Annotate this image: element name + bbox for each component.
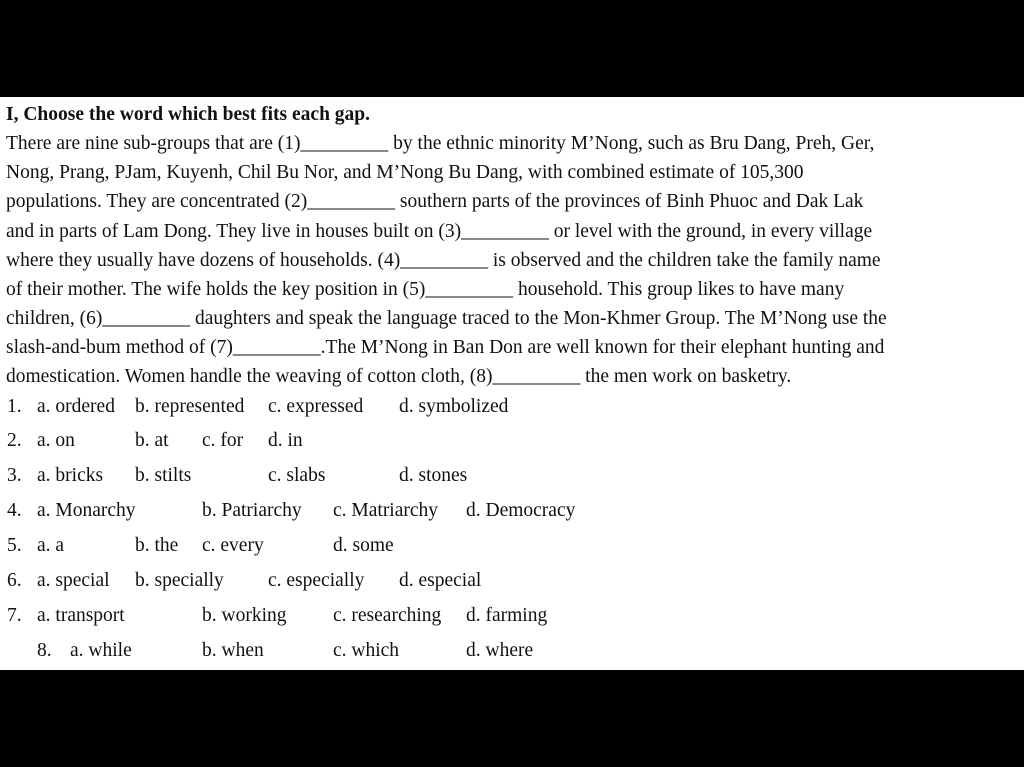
option-c: c. Matriarchy: [333, 500, 439, 521]
question-number: 4.: [7, 500, 22, 521]
option-b: b. when: [202, 640, 264, 661]
question-number: 8.: [37, 640, 52, 661]
option-d: d. especial: [399, 570, 482, 591]
passage-line: where they usually have dozens of households. (4)_________ is observed and the children take the family name: [6, 250, 881, 271]
option-c: c. every: [202, 535, 264, 556]
option-c: c. slabs: [268, 465, 326, 486]
passage-line: and in parts of Lam Dong. They live in houses built on (3)_________ or level with the ground, in every village: [6, 221, 873, 242]
question-6: [0, 570, 620, 594]
question-8: [0, 640, 620, 664]
option-c: c. for: [202, 430, 244, 451]
option-a: a. while: [70, 640, 132, 661]
question-1: [0, 396, 620, 420]
option-a: a. special: [37, 570, 110, 591]
question-number: 6.: [7, 570, 22, 591]
passage-line: children, (6)_________ daughters and speak the language traced to the Mon-Khmer Group. The M’Nong use the: [6, 308, 887, 329]
document-page: [0, 97, 1024, 670]
question-number: 1.: [7, 396, 22, 417]
passage-line: slash-and-bum method of (7)_________.The M’Nong in Ban Don are well known for their elephant hunting and: [6, 337, 885, 358]
option-b: b. represented: [135, 396, 245, 417]
question-2: [0, 430, 620, 454]
option-d: d. in: [268, 430, 303, 451]
question-number: 2.: [7, 430, 22, 451]
option-d: d. farming: [466, 605, 548, 626]
option-b: b. working: [202, 605, 287, 626]
option-b: b. at: [135, 430, 169, 451]
option-b: b. Patriarchy: [202, 500, 302, 521]
option-a: a. transport: [37, 605, 125, 626]
option-c: c. which: [333, 640, 400, 661]
passage-line: There are nine sub-groups that are (1)_________ by the ethnic minority M’Nong, such as Bru Dang, Preh, Ger,: [6, 133, 875, 154]
option-b: b. the: [135, 535, 179, 556]
option-a: a. Monarchy: [37, 500, 136, 521]
question-4: [0, 500, 620, 524]
option-d: d. stones: [399, 465, 468, 486]
option-a: a. on: [37, 430, 75, 451]
option-d: d. some: [333, 535, 394, 556]
option-d: d. Democracy: [466, 500, 576, 521]
question-number: 3.: [7, 465, 22, 486]
option-b: b. specially: [135, 570, 224, 591]
option-a: a. a: [37, 535, 65, 556]
exercise-heading: I, Choose the word which best fits each gap.: [6, 104, 371, 125]
question-3: [0, 465, 620, 489]
question-number: 5.: [7, 535, 22, 556]
option-a: a. ordered: [37, 396, 115, 417]
option-b: b. stilts: [135, 465, 192, 486]
option-c: c. researching: [333, 605, 442, 626]
passage-line: domestication. Women handle the weaving of cotton cloth, (8)_________ the men work on basketry.: [6, 366, 792, 387]
option-c: c. especially: [268, 570, 365, 591]
question-7: [0, 605, 620, 629]
question-5: [0, 535, 620, 559]
option-d: d. symbolized: [399, 396, 509, 417]
passage-line: populations. They are concentrated (2)_________ southern parts of the provinces of Binh Phuoc and Dak Lak: [6, 191, 864, 212]
option-a: a. bricks: [37, 465, 104, 486]
passage-line: of their mother. The wife holds the key position in (5)_________ household. This group likes to have many: [6, 279, 845, 300]
question-number: 7.: [7, 605, 22, 626]
option-c: c. expressed: [268, 396, 364, 417]
passage-line: Nong, Prang, PJam, Kuyenh, Chil Bu Nor, and M’Nong Bu Dang, with combined estimate of 105,300: [6, 162, 804, 183]
option-d: d. where: [466, 640, 534, 661]
